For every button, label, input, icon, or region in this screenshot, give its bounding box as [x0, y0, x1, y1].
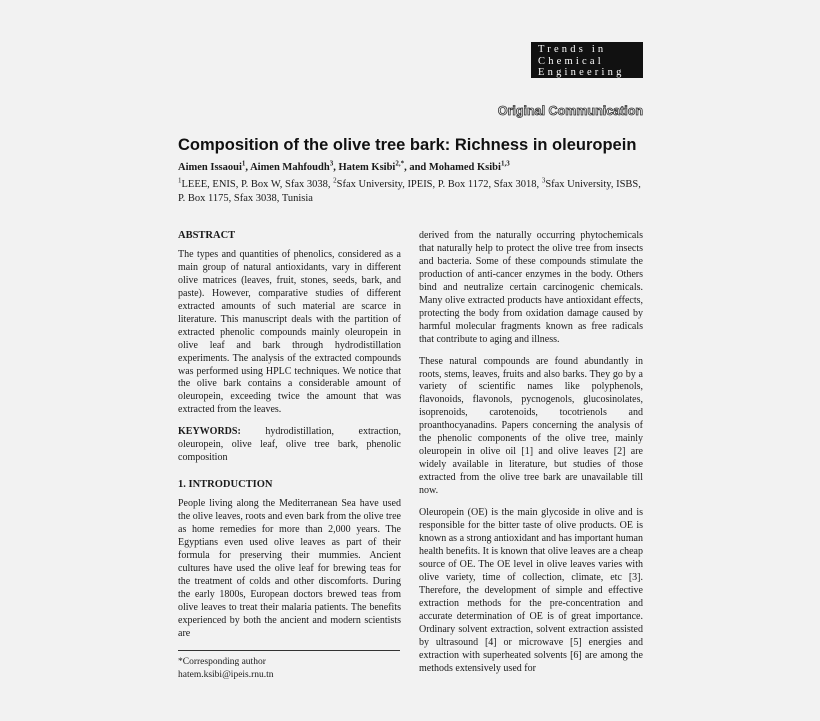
paper-title: Composition of the olive tree bark: Richness in oleuropein — [178, 136, 637, 154]
corresponding-author-note: *Corresponding author — [178, 657, 266, 667]
corresponding-author-email: hatem.ksibi@ipeis.rnu.tn — [178, 670, 274, 680]
body-paragraph: Oleuropein (OE) is the main glycoside in olive and is responsible for the bitter taste of olive products. OE is known as a strong antioxidant and has important human health benefits. It is known that olive leaves are a cheap source of OE. The OE level in olive leaves varies with olive variety, time of collection, climate, etc [3]. Therefore, the development of simple and effective extraction methods for the pre-concentration and accurate determination of OE is of great importance. Ordinary solvent extraction, solvent extraction assisted by ultrasound [4] or microwave [5] energies and extraction with superheated solvents [6] are among the methods extensively used for — [419, 507, 643, 674]
left-column — [178, 230, 401, 650]
abstract-heading: ABSTRACT — [178, 230, 236, 241]
affiliation-text: Sfax University, ISBS, P. Box 1175, Sfax 3038, Tunisia — [178, 179, 641, 204]
affiliation-mark: 2 — [333, 176, 337, 185]
author-name: Mohamed Ksibi — [428, 162, 501, 173]
author-affiliation-mark: 2,* — [395, 159, 405, 168]
affiliation-text: Sfax University, IPEIS, P. Box 1172, Sfax 3018, — [336, 179, 542, 190]
footnote — [178, 656, 274, 682]
author-separator: , — [245, 162, 251, 173]
body-paragraph: These natural compounds are found abundantly in roots, stems, leaves, fruits and also barks. They go by a variety of scientific names like polyphenols, flavonoids, flavonols, pycnogenols, glucosinolates, isoprenoids, carotenoids, tocotrienols and proanthocyanadins. Papers concerning the analysis of the phenolic components of the olive tree, mainly oleuropein in olive oil [1] and olive leaves [2] are widely available in literature, but studies of those extracted from the olive tree bark are unavailable till now. — [419, 355, 643, 497]
author-separator: , — [333, 162, 339, 173]
journal-name-line-2: Chemical — [538, 55, 604, 67]
author-affiliation-mark: 3 — [329, 159, 334, 168]
affiliation-mark: 1 — [178, 176, 182, 185]
introduction-heading: 1. INTRODUCTION — [178, 479, 273, 491]
author-affiliation-mark: 1,3 — [500, 159, 510, 168]
keywords-paragraph — [178, 426, 401, 465]
footnote-divider — [178, 650, 400, 651]
affiliation-mark: 3 — [541, 176, 546, 185]
body-paragraph: derived from the naturally occurring phytochemicals that naturally help to protect the olive tree from insects and bacteria. Some of these compounds stimulate the production of anti-cancer enzymes in the body. Others bind and neutralize certain carcinogenic chemicals. Many olive extracted products have antioxidant effects, protecting the body from oxidation damage caused by harmful molecular fragments known as free radicals that contribute to aging and illness. — [419, 230, 643, 345]
author-affiliation-mark: 1 — [241, 159, 246, 168]
keywords-text: hydrodistillation, extraction, oleuropein, olive leaf, olive tree bark, phenolic composition — [178, 426, 401, 464]
keywords-label: KEYWORDS: — [178, 426, 241, 438]
journal-name-line-3: Engineering — [538, 67, 625, 78]
author-name: Aimen Mahfoudh — [250, 162, 330, 173]
author-name: Hatem Ksibi — [338, 162, 396, 173]
introduction-text: People living along the Mediterranean Sea have used the olive leaves, roots and even bark from the olive tree as home remedies for more than 2,000 years. The Egyptians even used olive leaves as part of their formula for preserving their mummies. Ancient cultures have used the olive leaf for brewing teas for the treatment of colds and other discomforts. During the early 1800s, European doctors brewed teas from olive leaves to treat their malaria patients. The benefits experienced by both the ancient and modern scientists are — [178, 498, 401, 639]
author-name: Aimen Issaoui — [178, 162, 242, 173]
author-separator: , and — [404, 162, 429, 173]
journal-name-line-1: Trends in — [538, 44, 607, 55]
abstract-text: The types and quantities of phenolics, considered as a main group of natural antioxidants, vary in different olive matrices (leaves, fruit, stones, seeds, bark, and paste). However, comparative studies of different extracted amounts of such material are scarce in literature. This manuscript deals with the partition of extracted phenolic compounds mainly oleuropein in olive leaf and bark through hydrodistillation experiments. The analysis of the extracted compounds was performed using HPLC techniques. We notice that the olive bark contains a considerable amount of oleuropein, exceeding twice the amount that was extracted from the leaves. — [178, 248, 401, 416]
right-column — [419, 230, 643, 684]
affiliation-text: LEEE, ENIS, P. Box W, Sfax 3038, — [181, 179, 334, 190]
affiliations — [178, 178, 648, 206]
author-list — [178, 159, 510, 173]
article-type-label: Original Communication — [497, 104, 643, 118]
journal-logo — [531, 42, 643, 78]
